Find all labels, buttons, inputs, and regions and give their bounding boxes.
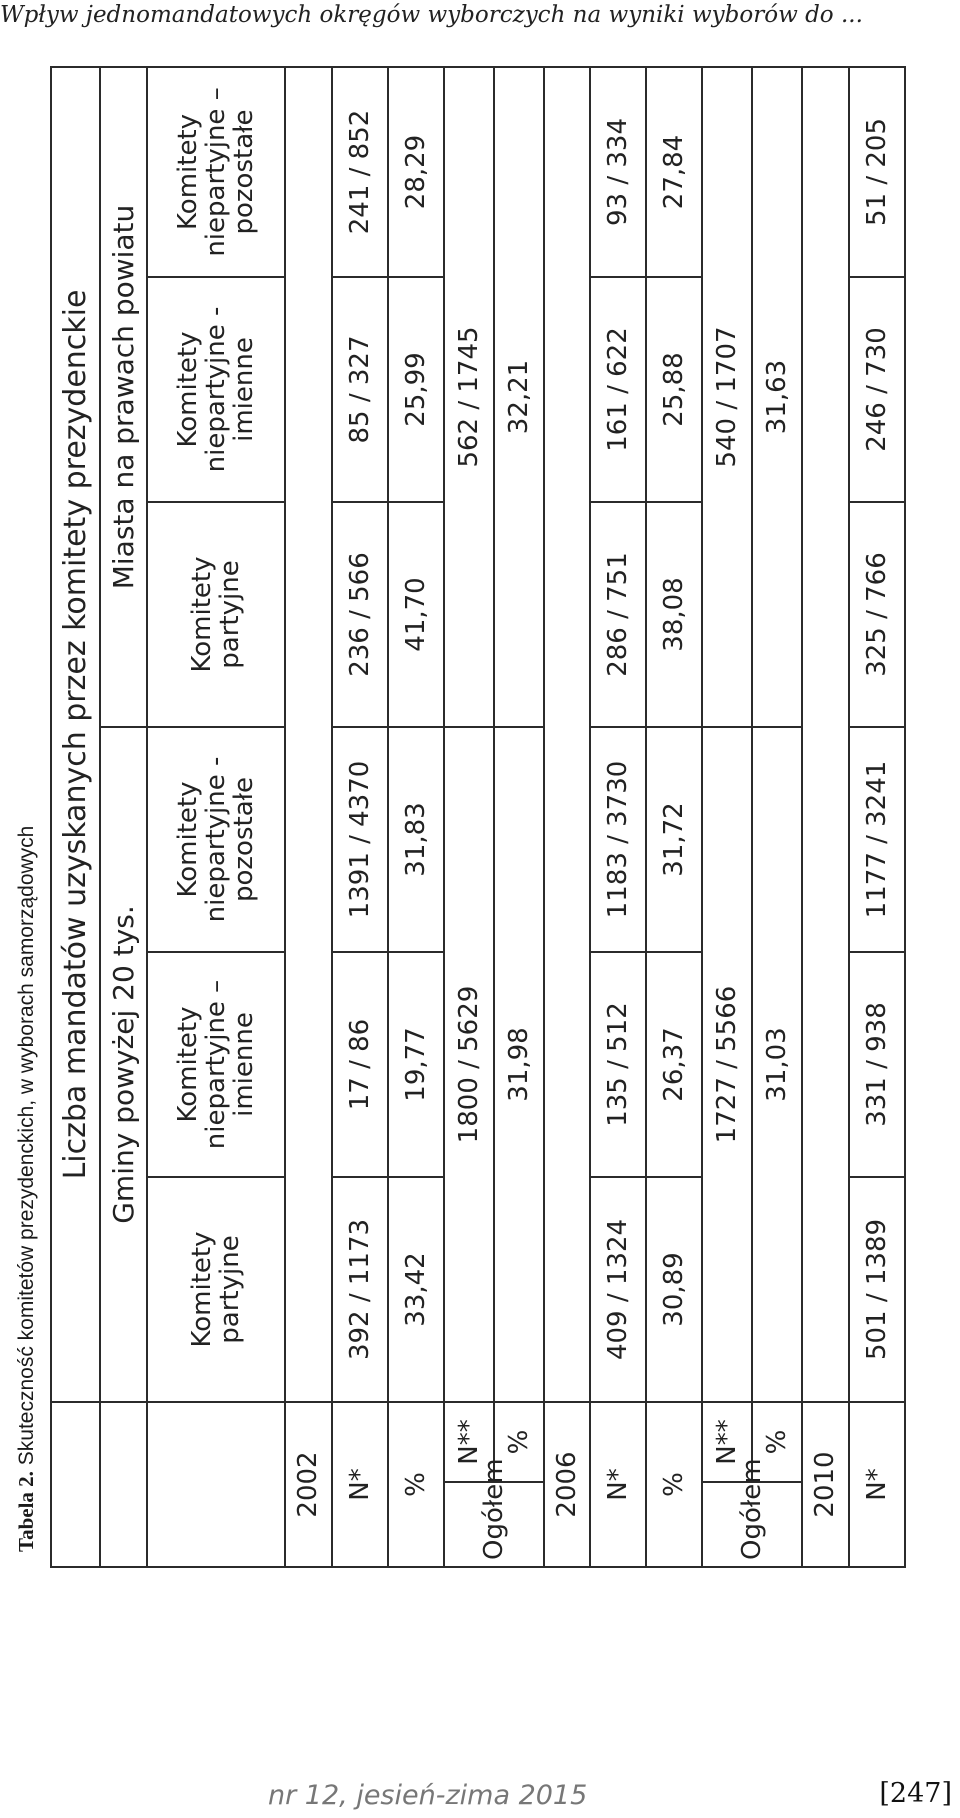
row-label: % <box>388 1402 444 1567</box>
row-label: N** <box>702 1402 752 1482</box>
table-caption-label: Tabela 2. <box>14 1471 38 1552</box>
total-value: 540 / 1707 <box>702 67 752 727</box>
table-caption <box>14 826 39 1552</box>
corner-cell <box>147 1402 285 1567</box>
cell-value: 85 / 327 <box>332 277 388 502</box>
row-label: N** <box>444 1402 494 1482</box>
year-label: 2006 <box>544 1402 591 1567</box>
table-caption-text: Skuteczność komitetów prezydenckich, w wyborach samorządowych <box>15 825 38 1466</box>
total-value: 31,98 <box>494 727 544 1402</box>
cell-value: 17 / 86 <box>332 952 388 1177</box>
main-header: Liczba mandatów uzyskanych przez komitety prezydenckie <box>51 67 100 1402</box>
cell-value: 409 / 1324 <box>590 1177 646 1402</box>
group-header-gminy: Gminy powyżej 20 tys. <box>100 727 147 1402</box>
total-label: Ogółem <box>444 1482 544 1567</box>
cell-value: 93 / 334 <box>590 67 646 277</box>
row-label: N* <box>849 1402 905 1567</box>
cell-value: 31,72 <box>646 727 702 952</box>
results-table <box>50 66 906 1568</box>
col-header: Komitety partyjne <box>147 1177 285 1402</box>
cell-value: 28,29 <box>388 67 444 277</box>
total-value: 32,21 <box>494 67 544 727</box>
row-label: N* <box>332 1402 388 1567</box>
corner-cell <box>51 1402 100 1567</box>
cell-value: 41,70 <box>388 502 444 727</box>
row-label: % <box>494 1402 544 1482</box>
cell-value: 51 / 205 <box>849 67 905 277</box>
cell-value: 25,99 <box>388 277 444 502</box>
cell-value: 1391 / 4370 <box>332 727 388 952</box>
cell-value: 1183 / 3730 <box>590 727 646 952</box>
cell-value: 31,83 <box>388 727 444 952</box>
cell-value: 25,88 <box>646 277 702 502</box>
col-header: Komitety partyjne <box>147 502 285 727</box>
total-value: 562 / 1745 <box>444 67 494 727</box>
year-row-blank <box>802 67 849 1402</box>
cell-value: 241 / 852 <box>332 67 388 277</box>
cell-value: 325 / 766 <box>849 502 905 727</box>
cell-value: 26,37 <box>646 952 702 1177</box>
group-header-miasta: Miasta na prawach powiatu <box>100 67 147 727</box>
footer-issue: nr 12, jesień-zima 2015 <box>268 1780 588 1811</box>
cell-value: 1177 / 3241 <box>849 727 905 952</box>
cell-value: 161 / 622 <box>590 277 646 502</box>
total-value: 1800 / 5629 <box>444 727 494 1402</box>
year-label: 2002 <box>285 1402 332 1567</box>
total-value: 31,63 <box>752 67 802 727</box>
col-header: Komitety niepartyjne - imienne <box>147 277 285 502</box>
cell-value: 135 / 512 <box>590 952 646 1177</box>
cell-value: 19,77 <box>388 952 444 1177</box>
col-header: Komitety niepartyjne – pozostałe <box>147 67 285 277</box>
page-number: [247] <box>879 1778 952 1809</box>
year-label: 2010 <box>802 1402 849 1567</box>
running-head: Wpływ jednomandatowych okręgów wyborczych na wyniki wyborów do ... <box>0 2 863 28</box>
cell-value: 286 / 751 <box>590 502 646 727</box>
row-label: % <box>752 1402 802 1482</box>
cell-value: 38,08 <box>646 502 702 727</box>
cell-value: 236 / 566 <box>332 502 388 727</box>
cell-value: 501 / 1389 <box>849 1177 905 1402</box>
row-label: % <box>646 1402 702 1567</box>
total-label: Ogółem <box>702 1482 802 1567</box>
cell-value: 392 / 1173 <box>332 1177 388 1402</box>
year-row-blank <box>544 67 591 1402</box>
rotated-table-page <box>0 58 960 1568</box>
row-label: N* <box>590 1402 646 1567</box>
col-header: Komitety niepartyjne – imienne <box>147 952 285 1177</box>
year-row-blank <box>285 67 332 1402</box>
cell-value: 246 / 730 <box>849 277 905 502</box>
total-value: 1727 / 5566 <box>702 727 752 1402</box>
cell-value: 30,89 <box>646 1177 702 1402</box>
cell-value: 27,84 <box>646 67 702 277</box>
corner-cell <box>100 1402 147 1567</box>
col-header: Komitety niepartyjne - pozostałe <box>147 727 285 952</box>
cell-value: 33,42 <box>388 1177 444 1402</box>
cell-value: 331 / 938 <box>849 952 905 1177</box>
total-value: 31,03 <box>752 727 802 1402</box>
